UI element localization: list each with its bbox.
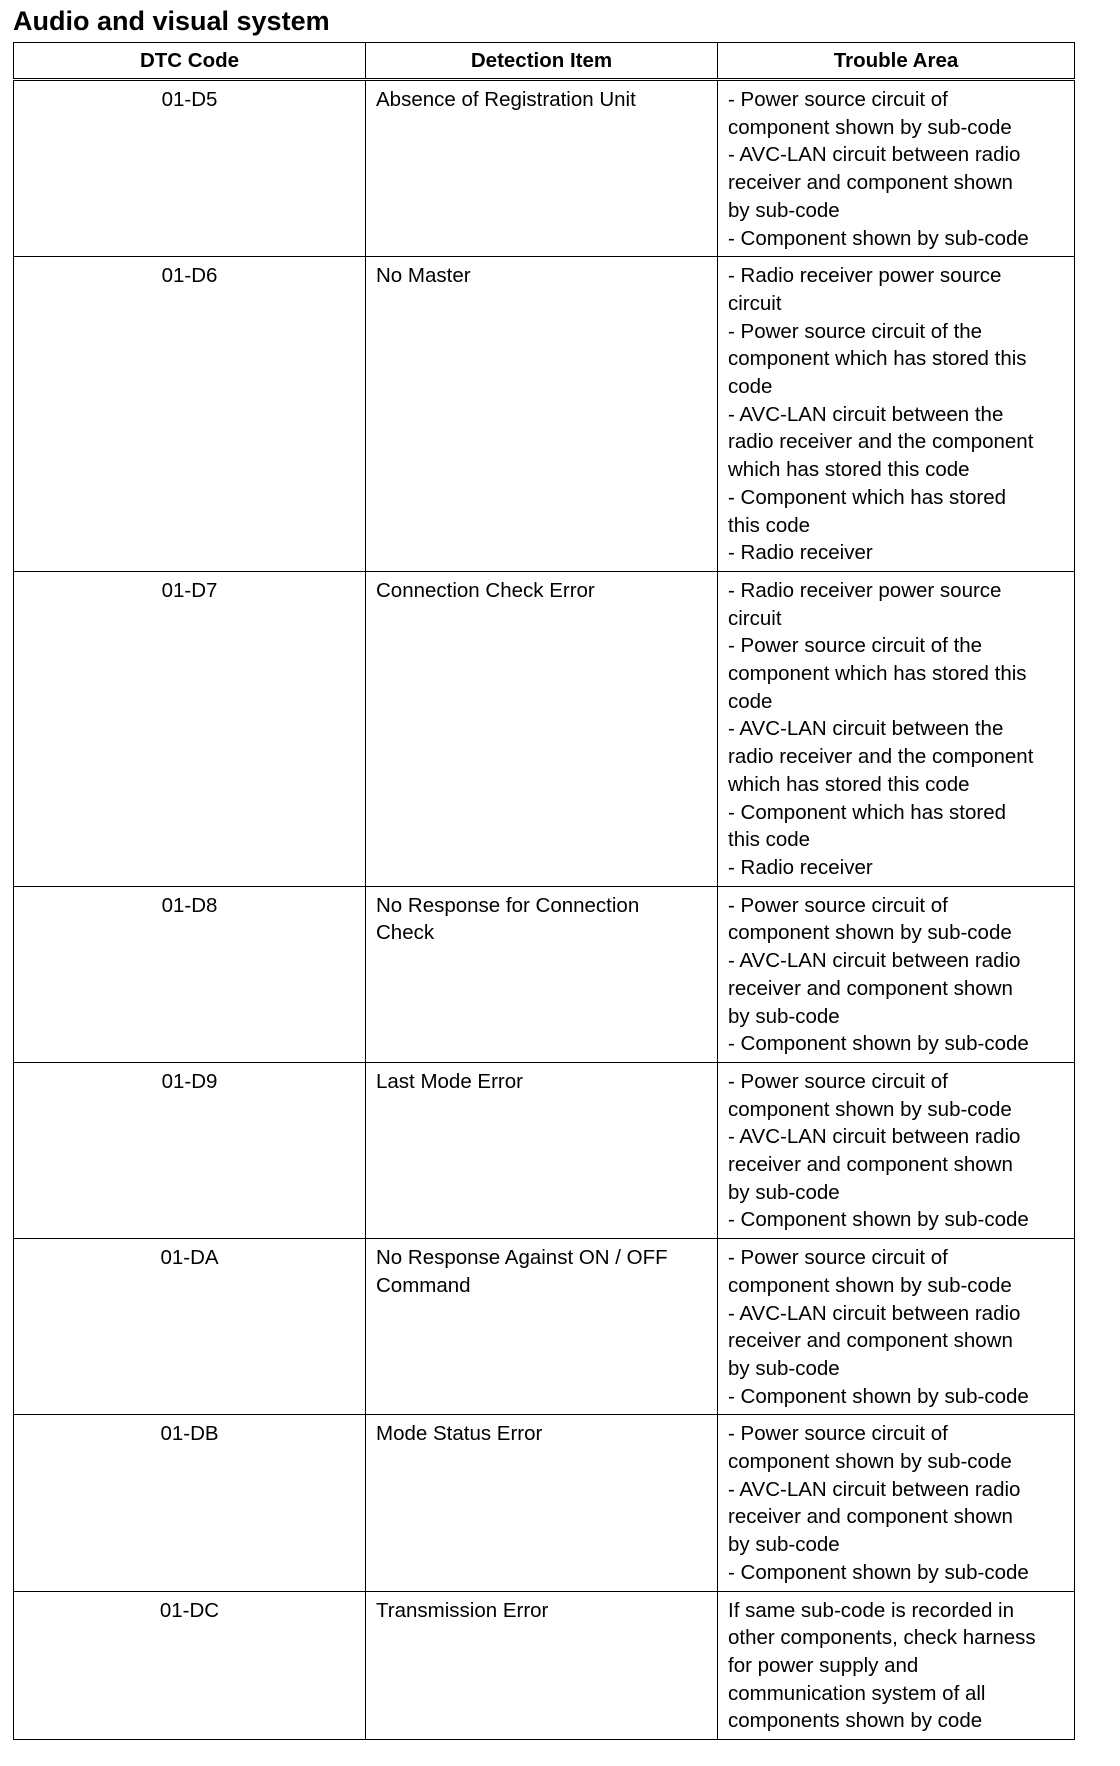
- trouble-area-line: code: [728, 375, 773, 399]
- trouble-area-line: - Component shown by sub-code: [728, 226, 1029, 250]
- trouble-area-line: component shown by sub-code: [728, 1097, 1012, 1121]
- trouble-area-line: for power supply and: [728, 1653, 919, 1677]
- table-body: [14, 80, 1075, 1740]
- trouble-area-line: - Component shown by sub-code: [728, 1384, 1029, 1408]
- trouble-area-line: - Component which has stored: [728, 485, 1007, 509]
- dtc-code-cell: 01-D8: [14, 886, 366, 1062]
- trouble-area-line: - Component shown by sub-code: [728, 1032, 1029, 1056]
- trouble-area-line: - Component which has stored: [728, 800, 1007, 824]
- trouble-area-line: If same sub-code is recorded in: [728, 1598, 1014, 1622]
- trouble-area-line: - Component shown by sub-code: [728, 1560, 1029, 1584]
- table-row: [14, 1415, 1075, 1591]
- dtc-table: [13, 42, 1075, 1740]
- trouble-area-line: - Power source circuit of: [728, 88, 948, 111]
- dtc-code-cell: 01-D7: [14, 571, 366, 886]
- trouble-area-line: receiver and component shown: [728, 1329, 1013, 1353]
- trouble-area-line: - AVC-LAN circuit between radio: [728, 1301, 1021, 1325]
- table-row: [14, 1591, 1075, 1740]
- trouble-area-line: component shown by sub-code: [728, 1450, 1012, 1474]
- trouble-area-line: by sub-code: [728, 1180, 840, 1204]
- trouble-area-line: by sub-code: [728, 1533, 840, 1557]
- detection-item-line: Check: [376, 921, 435, 945]
- detection-item-cell: [366, 1062, 718, 1238]
- trouble-area-line: - AVC-LAN circuit between radio: [728, 143, 1021, 167]
- table-header: [14, 43, 1075, 80]
- trouble-area-line: - Radio receiver power source: [728, 578, 1002, 602]
- detection-item-cell: [366, 257, 718, 572]
- trouble-area-cell: [718, 1239, 1075, 1415]
- table-row: [14, 1239, 1075, 1415]
- trouble-area-cell: [718, 257, 1075, 572]
- column-header-trouble-area: Trouble Area: [718, 43, 1075, 80]
- table-row: [14, 257, 1075, 572]
- document-page: [13, 5, 1073, 1740]
- trouble-area-line: components shown by code: [728, 1709, 983, 1733]
- detection-item-cell: [366, 571, 718, 886]
- trouble-area-line: receiver and component shown: [728, 1505, 1013, 1529]
- table-row: [14, 80, 1075, 257]
- table-row: [14, 571, 1075, 886]
- trouble-area-cell: [718, 1415, 1075, 1591]
- trouble-area-line: by sub-code: [728, 198, 840, 222]
- detection-item-cell: [366, 886, 718, 1062]
- detection-item-cell: [366, 1415, 718, 1591]
- trouble-area-line: which has stored this code: [728, 772, 970, 796]
- detection-item-line: No Response for Connection: [376, 893, 640, 917]
- trouble-area-line: - Power source circuit of: [728, 1246, 948, 1270]
- detection-item-line: Last Mode Error: [376, 1069, 523, 1093]
- detection-item-line: Mode Status Error: [376, 1422, 543, 1446]
- dtc-code-cell: 01-DC: [14, 1591, 366, 1740]
- trouble-area-line: code: [728, 689, 773, 713]
- trouble-area-line: - Power source circuit of: [728, 893, 948, 917]
- dtc-code-cell: 01-D9: [14, 1062, 366, 1238]
- trouble-area-line: by sub-code: [728, 1356, 840, 1380]
- trouble-area-line: receiver and component shown: [728, 976, 1013, 1000]
- trouble-area-line: this code: [728, 828, 811, 852]
- trouble-area-line: circuit: [728, 606, 782, 630]
- dtc-code-cell: 01-D5: [14, 80, 366, 257]
- trouble-area-line: component shown by sub-code: [728, 921, 1012, 945]
- trouble-area-line: - AVC-LAN circuit between radio: [728, 1125, 1021, 1149]
- column-header-detection-item: Detection Item: [366, 43, 718, 80]
- trouble-area-line: - Component shown by sub-code: [728, 1208, 1029, 1232]
- column-header-dtc-code: DTC Code: [14, 43, 366, 80]
- trouble-area-line: component shown by sub-code: [728, 115, 1012, 139]
- trouble-area-line: circuit: [728, 291, 782, 315]
- detection-item-cell: [366, 1591, 718, 1740]
- detection-item-line: Connection Check Error: [376, 578, 595, 602]
- trouble-area-line: - AVC-LAN circuit between the: [728, 717, 1004, 741]
- detection-item-cell: [366, 1239, 718, 1415]
- dtc-code-cell: 01-DA: [14, 1239, 366, 1415]
- trouble-area-line: which has stored this code: [728, 458, 970, 482]
- trouble-area-cell: [718, 571, 1075, 886]
- trouble-area-line: - AVC-LAN circuit between radio: [728, 949, 1021, 973]
- trouble-area-line: component which has stored this: [728, 662, 1027, 686]
- trouble-area-line: component which has stored this: [728, 347, 1027, 371]
- trouble-area-line: other components, check harness: [728, 1626, 1036, 1650]
- trouble-area-cell: [718, 1591, 1075, 1740]
- dtc-code-cell: 01-D6: [14, 257, 366, 572]
- trouble-area-line: - Power source circuit of the: [728, 634, 983, 658]
- trouble-area-line: radio receiver and the component: [728, 430, 1034, 454]
- trouble-area-cell: [718, 1062, 1075, 1238]
- trouble-area-line: receiver and component shown: [728, 171, 1013, 195]
- trouble-area-line: - Power source circuit of: [728, 1422, 948, 1446]
- trouble-area-line: radio receiver and the component: [728, 745, 1034, 769]
- detection-item-line: No Response Against ON / OFF: [376, 1246, 668, 1270]
- trouble-area-line: - Radio receiver: [728, 541, 873, 565]
- detection-item-cell: [366, 80, 718, 257]
- trouble-area-line: - AVC-LAN circuit between radio: [728, 1477, 1021, 1501]
- dtc-code-cell: 01-DB: [14, 1415, 366, 1591]
- trouble-area-line: - Radio receiver: [728, 855, 873, 879]
- trouble-area-line: - AVC-LAN circuit between the: [728, 402, 1004, 426]
- trouble-area-line: communication system of all: [728, 1681, 986, 1705]
- header-row: [14, 43, 1075, 80]
- trouble-area-line: this code: [728, 513, 811, 537]
- trouble-area-cell: [718, 80, 1075, 257]
- trouble-area-line: - Radio receiver power source: [728, 264, 1002, 288]
- detection-item-line: Transmission Error: [376, 1598, 549, 1622]
- detection-item-line: Absence of Registration Unit: [376, 88, 636, 111]
- detection-item-line: No Master: [376, 264, 471, 288]
- trouble-area-line: receiver and component shown: [728, 1153, 1013, 1177]
- trouble-area-cell: [718, 886, 1075, 1062]
- table-row: [14, 886, 1075, 1062]
- page-title: Audio and visual system: [13, 6, 330, 36]
- trouble-area-line: - Power source circuit of the: [728, 319, 983, 343]
- trouble-area-line: component shown by sub-code: [728, 1273, 1012, 1297]
- table-row: [14, 1062, 1075, 1238]
- detection-item-line: Command: [376, 1273, 471, 1297]
- trouble-area-line: by sub-code: [728, 1004, 840, 1028]
- trouble-area-line: - Power source circuit of: [728, 1069, 948, 1093]
